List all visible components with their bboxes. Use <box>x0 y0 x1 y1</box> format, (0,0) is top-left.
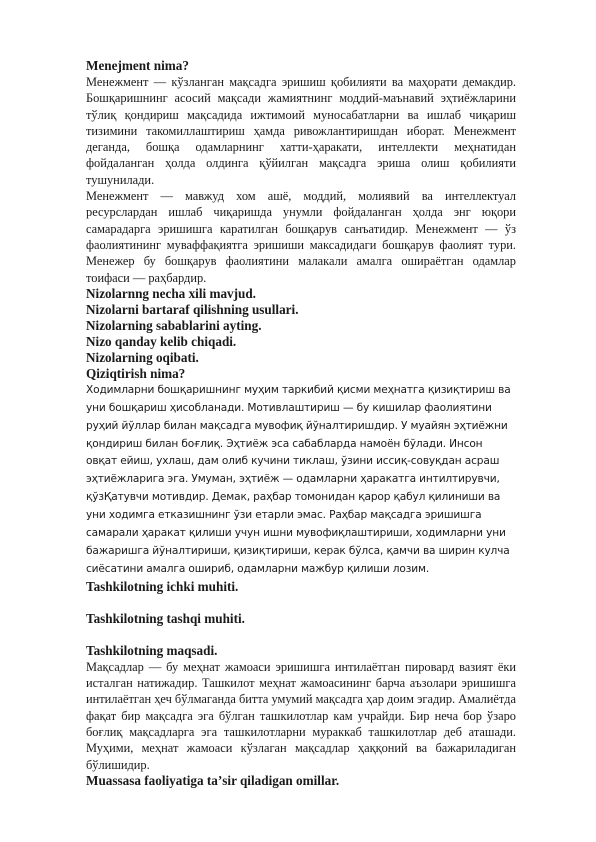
heading-nizo-types: Nizolarnng necha xili mavjud. <box>86 285 256 301</box>
heading-maqsad: Tashkilotning maqsadi. <box>86 642 218 658</box>
blank-line <box>86 595 516 611</box>
paragraph-menejment-art: Менежмент — мавжуд хом ашё, моддий, молиявий ва интеллектуал ресурслардан ишлаб чиқаришда унумли фойдаланган ҳолда энг юқори самарадарга эришишга каратилган бошқарув санъатидир. Менежмент — ўз фаолиятининг муваффақиятга эришиши максадидаги бошқарув фаолият тури. Менежер бу бошқарув фаолиятини малакали амалга оширaётган одамлар тоифаси — раҳбардир. <box>86 189 516 285</box>
paragraph-qiziqtirish: Ходимларни бошқаришнинг муҳим таркибий қисми меҳнатга қизиқтириш ва уни бошқариш ҳисобланади. Мотивлаштириш — бу кишилар фаолиятини руҳий йўллар билан мақсадга мувофиқ йўналтиришдир. У муайян эҳтиёжни қондириш билан боғлиқ. Эҳтиёж эса сабабларда намоён бўлади. Инсон овқат ейиш, ухлаш, дам олиб кучини тиклаш, ўзини иссиқ-совуқдан асраш эҳтиёжларига эга. Умуман, эҳтиёж — одамларни ҳаракатга интилтирувчи, қўзҚатувчи мотивдир. Демак, раҳбар томонидан қарор қабул қилиниши ва уни ходимга етказишнинг ўзи етарли эмас. Раҳбар мақсадга эришишга самарали ҳаракат қилиши учун ишни мувофиқлаштириши, ходимларни уни бажаришга йўналтириши, қизиқтириши, керак бўлса, қамчи ва ширин кулча сиёсатини амалга ошириб, одамларни мажбур қилиши лозим. <box>86 383 511 575</box>
heading-nizo-consequence: Nizolarning oqibati. <box>86 349 199 365</box>
heading-omillar: Muassasa faoliyatiga taʼsir qiladigan omillar. <box>86 772 340 788</box>
heading-nizo-origin: Nizo qanday kelib chiqadi. <box>86 333 237 349</box>
heading-ichki-muhit: Tashkilotning ichki muhiti. <box>86 578 239 594</box>
heading-menejment: Menejment nima? <box>86 58 189 73</box>
paragraph-menejment-definition: Менежмент — кўзланган мақсадга эришиш қобилияти ва маҳорати демакдир. Бошқаришнинг асосий мақсади жамиятнинг моддий-маънавий эҳтиёжларини тўлиқ қондириш мақсадида ижтимоий муносабатларни ва ишлаб чиқариш тизимини такомиллаштириш ҳамда ривожлантиришдан иборат. Менежмент деганда, бошқа одамларнинг хатти-ҳаракати, интеллекти меҳнатидан фойдаланган ҳолда олдинга қўйилган мақсадга эриша олиш қобилияти тушунилади. <box>86 75 516 187</box>
paragraph-maqsad: Мақсадлар — бу меҳнат жамоаси эришишга интилаётган пировард вазият ёки исталган натижадир. Ташкилот меҳнат жамоасининг барча аъзолари эришишга интилаётган ҳеч бўлмаганда битта умумий мақсадга ҳар доим эгадир. Амалиётда фақат бир мақсадга эга бўлган ташкилотлар кам учрайди. Бир неча бор ўзаро боғлиқ мақсадларга эга ташкилотларни мураккаб ташкилотлар деб аташади. Муҳими, меҳнат жамоаси кўзлаган мақсадлар ҳаққоний ва бажариладиган бўлишидир. <box>86 659 516 772</box>
heading-nizo-reasons: Nizolarning sabablarini ayting. <box>86 317 262 333</box>
heading-nizo-resolution: Nizolarni bartaraf qilishning usullari. <box>86 301 299 317</box>
heading-tashqi-muhit: Tashkilotning tashqi muhiti. <box>86 610 245 626</box>
heading-qiziqtirish: Qiziqtirish nima? <box>86 365 186 381</box>
blank-line <box>86 627 516 643</box>
document-page <box>86 58 516 789</box>
